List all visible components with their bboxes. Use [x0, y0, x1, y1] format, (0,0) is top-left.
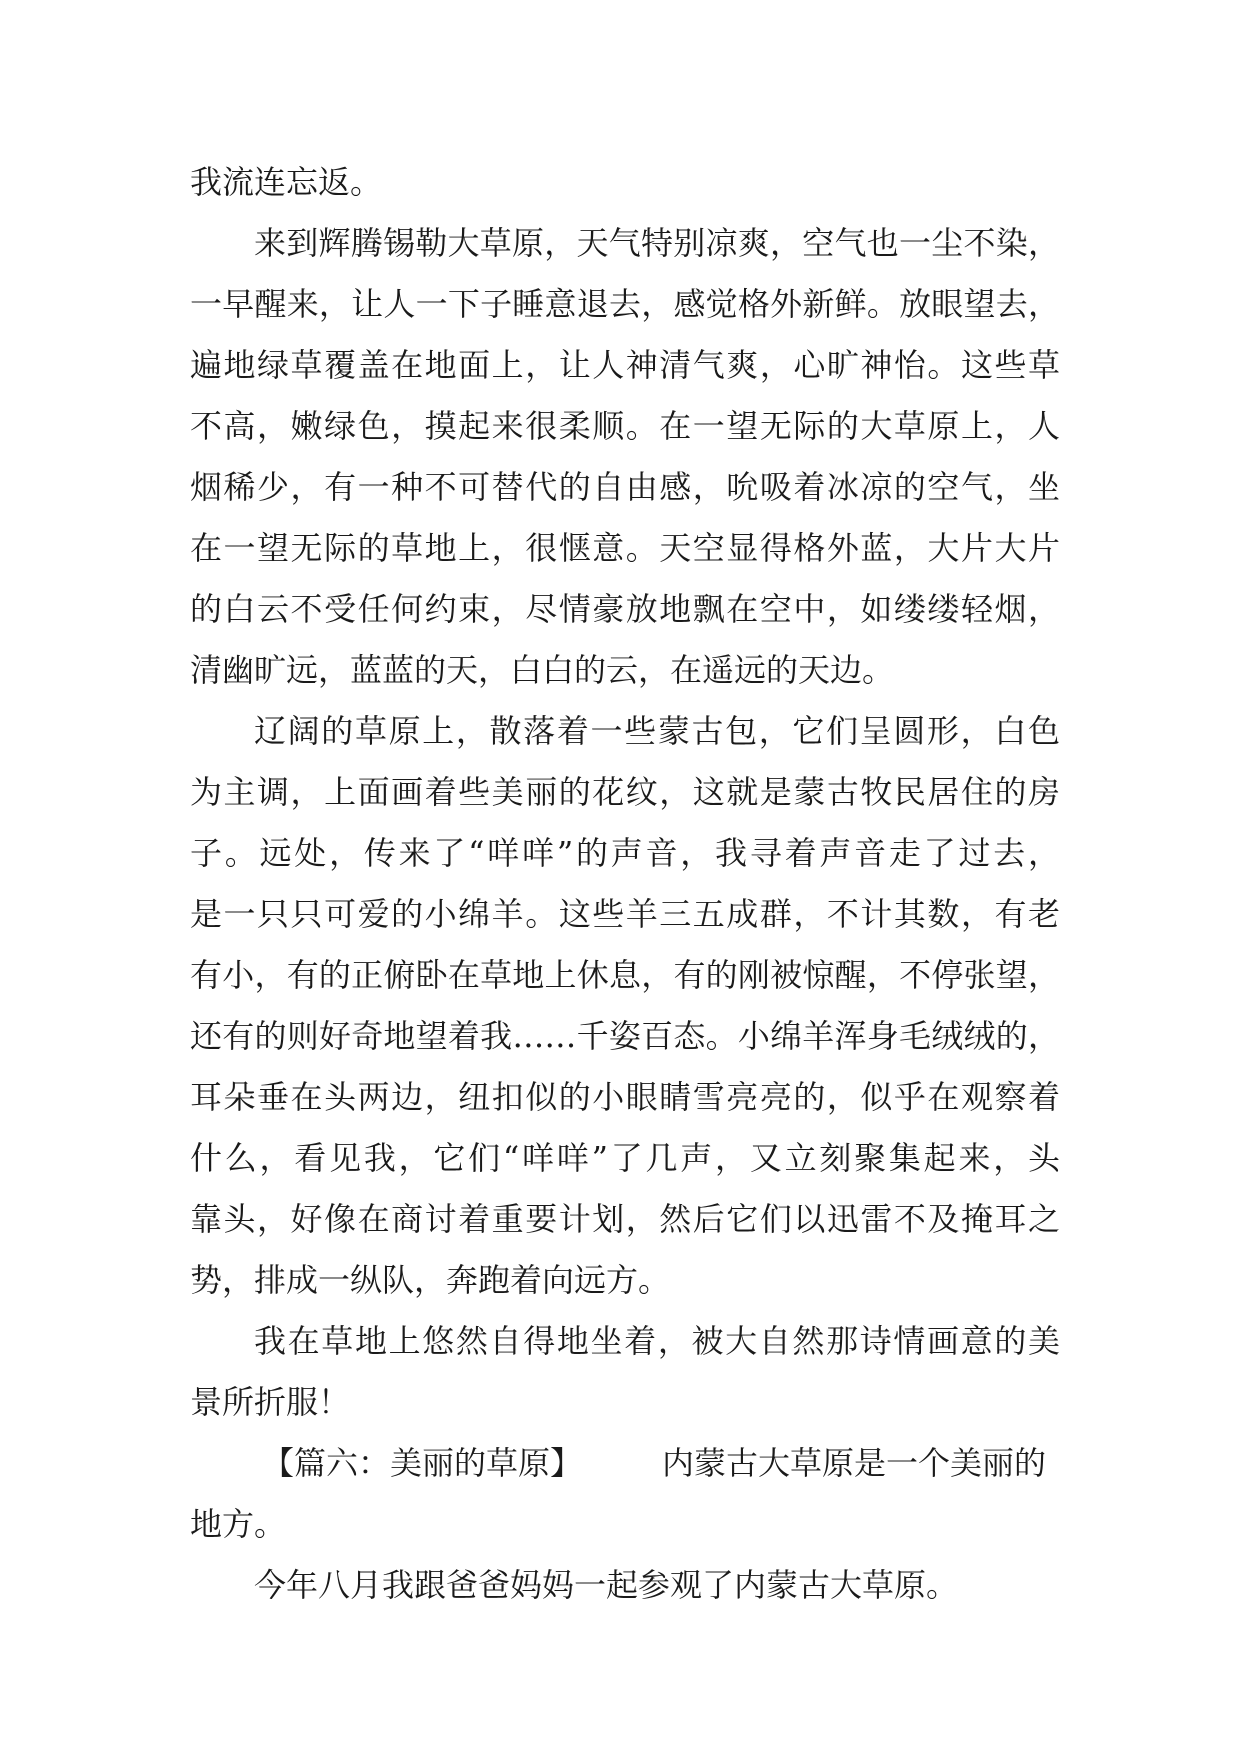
text-line: 我流连忘返。: [190, 163, 383, 201]
paragraph-first-line: 今年八月我跟爸爸妈妈一起参观了内蒙古大草原。: [254, 1566, 959, 1604]
text-line: 还有的则好奇地望着我……千姿百态。小绵羊浑身毛绒绒的，: [190, 1017, 1060, 1055]
text-line: 子。远处，传来了“咩咩”的声音，我寻着声音走了过去，: [190, 834, 1060, 872]
paragraph-first-line: 来到辉腾锡勒大草原，天气特别凉爽，空气也一尘不染，: [254, 224, 1060, 262]
paragraph-first-line: 我在草地上悠然自得地坐着，被大自然那诗情画意的美: [254, 1322, 1060, 1360]
section-heading-line: [190, 1433, 1060, 1494]
text-line: 遍地绿草覆盖在地面上，让人神清气爽，心旷神怡。这些草: [190, 346, 1060, 384]
body-text: [190, 152, 1060, 1616]
text-line: 有小，有的正俯卧在草地上休息，有的刚被惊醒，不停张望，: [190, 956, 1060, 994]
text-line: 是一只只可爱的小绵羊。这些羊三五成群，不计其数，有老: [190, 895, 1060, 933]
section-heading: 【篇六：美丽的草原】: [262, 1444, 583, 1482]
text-line: 地方。: [190, 1505, 287, 1543]
text-line: 什么，看见我，它们“咩咩”了几声，又立刻聚集起来，头: [190, 1139, 1060, 1177]
heading-continuation-text: 内蒙古大草原是一个美丽的: [662, 1444, 1047, 1482]
text-line: 为主调，上面画着些美丽的花纹，这就是蒙古牧民居住的房: [190, 773, 1060, 811]
text-line: 景所折服！: [190, 1383, 351, 1421]
text-line: 势，排成一纵队，奔跑着向远方。: [190, 1261, 671, 1299]
text-line: 的白云不受任何约束，尽情豪放地飘在空中，如缕缕轻烟，: [190, 590, 1060, 628]
text-line: 在一望无际的草地上，很惬意。天空显得格外蓝，大片大片: [190, 529, 1060, 567]
text-line: 不高，嫩绿色，摸起来很柔顺。在一望无际的大草原上，人: [190, 407, 1060, 445]
text-line: 清幽旷远，蓝蓝的天，白白的云，在遥远的天边。: [190, 651, 895, 689]
text-line: 靠头，好像在商讨着重要计划，然后它们以迅雷不及掩耳之: [190, 1200, 1060, 1238]
text-line: 耳朵垂在头两边，纽扣似的小眼睛雪亮亮的，似乎在观察着: [190, 1078, 1060, 1116]
paragraph-first-line: 辽阔的草原上，散落着一些蒙古包，它们呈圆形，白色: [254, 712, 1060, 750]
text-line: 一早醒来，让人一下子睡意退去，感觉格外新鲜。放眼望去，: [190, 285, 1060, 323]
text-line: 烟稀少，有一种不可替代的自由感，吮吸着冰凉的空气，坐: [190, 468, 1060, 506]
